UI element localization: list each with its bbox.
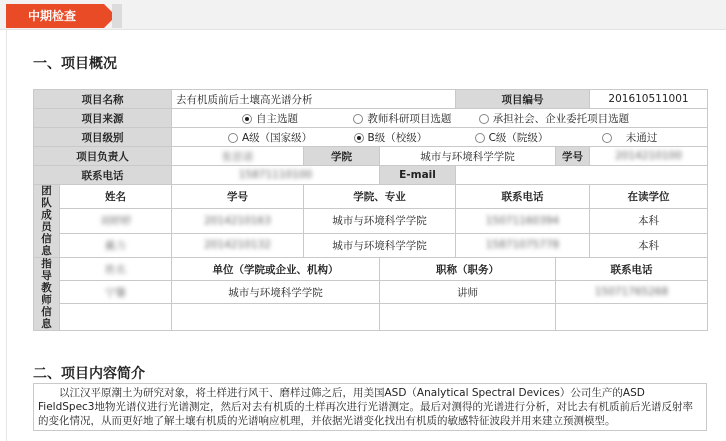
advisor-header-name: 姓名: [60, 258, 172, 281]
label-contact-phone: 联系电话: [34, 166, 172, 185]
value-leader-name: 张思诺: [172, 147, 304, 166]
advisor-header-unit: 单位（学院或企业、机构）: [172, 258, 380, 281]
table-row: [34, 209, 708, 233]
radio-icon: [479, 114, 489, 124]
section-title-overview: 一、项目概况: [33, 56, 117, 72]
team-header-college: 学院、专业: [304, 185, 456, 209]
label-project-number: 项目编号: [456, 90, 590, 109]
empty-cell: [380, 304, 556, 331]
level-radio-group: [172, 128, 708, 147]
tab-divider: [112, 4, 122, 28]
advisor-unit: 城市与环境科学学院: [172, 281, 380, 304]
team-header-name: 姓名: [60, 185, 172, 209]
label-project-leader: 项目负责人: [34, 147, 172, 166]
table-row: [34, 304, 708, 331]
source-option-teacher[interactable]: 教师科研项目选题: [353, 111, 451, 126]
label-project-source: 项目来源: [34, 109, 172, 128]
team-member-id: 2014210163: [172, 209, 304, 233]
value-leader-student-id: 2014210100: [590, 147, 708, 166]
source-option-enterprise[interactable]: 承担社会、企业委托项目选题: [479, 111, 630, 126]
section-title-intro: 二、项目内容简介: [33, 366, 145, 382]
value-leader-college: 城市与环境科学学院: [380, 147, 556, 166]
label-project-level: 项目级别: [34, 128, 172, 147]
value-leader-phone: 15871110100: [172, 166, 380, 185]
value-project-number: 201610511001: [590, 90, 708, 109]
level-option-a[interactable]: A级（国家级）: [228, 130, 312, 145]
radio-icon: [353, 114, 363, 124]
empty-cell: [556, 304, 708, 331]
team-member-name: 戴力: [60, 233, 172, 257]
radio-selected-icon: [354, 133, 364, 143]
advisor-phone: 15071765268: [556, 281, 708, 304]
radio-icon: [475, 133, 485, 143]
value-project-name: 去有机质前后土壤高光谱分析: [172, 90, 456, 109]
team-members-label: 团队成员信息: [34, 185, 60, 258]
team-member-college: 城市与环境科学学院: [304, 209, 456, 233]
advisor-header-phone: 联系电话: [556, 258, 708, 281]
team-header-degree: 在读学位: [590, 185, 708, 209]
label-email: E-mail: [380, 166, 456, 185]
radio-icon: [228, 133, 238, 143]
project-intro-text: 以江汉平原潮土为研究对象，将土样进行风干、磨样过筛之后，用美国ASD（Analytical Spectral Devices）公司生产的ASD FieldSpec3地物光谱仪进行光谱测定，然后对去有机质的土样再次进行光谱测定。最后对测得的光谱进行分析，对比去有机质前后光谱反射率的变化情况，从而更好地了解土壤有机质的光谱响应机理，并依据光谱变化找出有机质的敏感特征波段并用来建立预测模型。: [33, 383, 707, 431]
source-radio-group: [172, 109, 708, 128]
team-member-degree: 本科: [590, 209, 708, 233]
project-info-table: [33, 89, 708, 331]
level-option-c[interactable]: C级（院级）: [475, 130, 549, 145]
label-project-name: 项目名称: [34, 90, 172, 109]
team-header-phone: 联系电话: [456, 185, 590, 209]
level-option-fail[interactable]: 未通过: [602, 130, 658, 145]
table-row: [34, 233, 708, 257]
team-member-college: 城市与环境科学学院: [304, 233, 456, 257]
advisor-header-title: 职称（职务）: [380, 258, 556, 281]
advisor-name: 宁馨: [60, 281, 172, 304]
top-tab-bar: [0, 0, 726, 30]
table-row: [34, 281, 708, 304]
team-member-degree: 本科: [590, 233, 708, 257]
radio-icon: [602, 133, 612, 143]
label-student-id: 学号: [556, 147, 590, 166]
team-member-id: 2014210132: [172, 233, 304, 257]
label-college: 学院: [304, 147, 380, 166]
advisor-title: 讲师: [380, 281, 556, 304]
empty-cell: [172, 304, 380, 331]
left-border-line: [6, 30, 7, 441]
source-option-self[interactable]: 自主选题: [242, 111, 298, 126]
value-leader-email: [456, 166, 708, 185]
tab-midterm-check[interactable]: 中期检查: [6, 4, 104, 28]
team-header-student-id: 学号: [172, 185, 304, 209]
level-option-b[interactable]: B级（校级）: [354, 130, 428, 145]
team-member-phone: 15871075778: [456, 233, 590, 257]
team-member-name: 刘婷婷: [60, 209, 172, 233]
team-member-phone: 15071160394: [456, 209, 590, 233]
radio-selected-icon: [242, 114, 252, 124]
advisor-info-label: 指导教师信息: [34, 258, 60, 331]
empty-cell: [60, 304, 172, 331]
